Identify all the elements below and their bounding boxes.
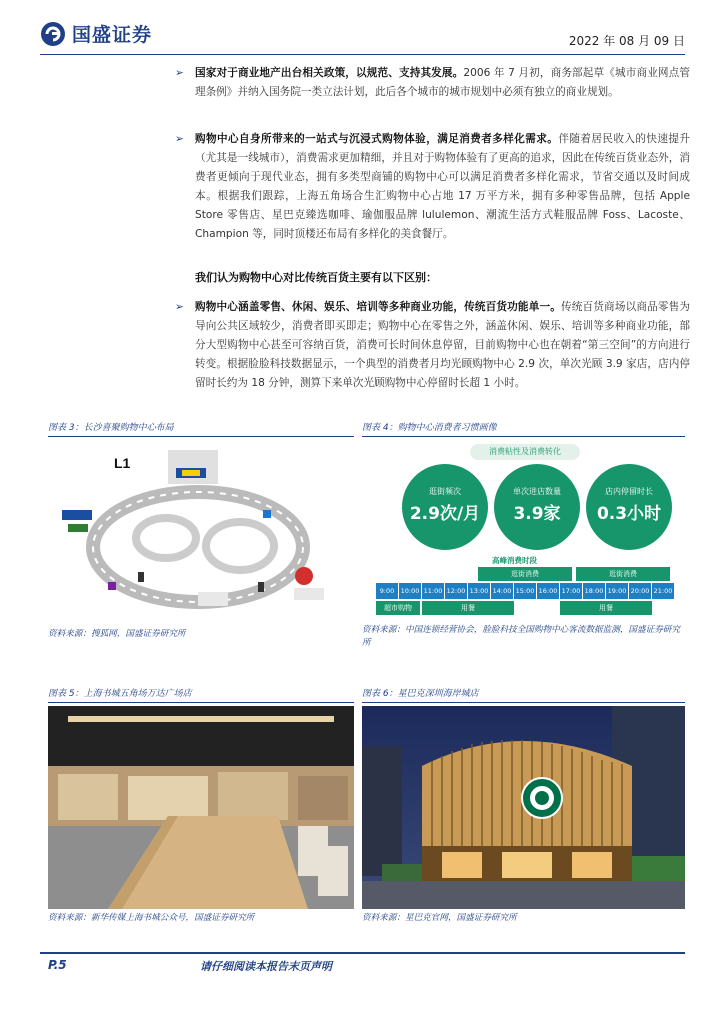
band-dining-2: 用餐 [560, 601, 652, 615]
figure-5-source: 资料来源：新华传媒上海书城公众号，国盛证券研究所 [48, 913, 255, 923]
hour-cell: 19:00 [606, 583, 629, 599]
footer-divider [40, 952, 685, 954]
hour-timeline [376, 583, 675, 599]
figure-3-source: 资料来源：搜狐网，国盛证券研究所 [48, 629, 186, 639]
paragraph-3-text: 传统百货商场以商品零售为导向公共区域较少，消费者即买即走；购物中心在零售之外，涵盖休闲、娱乐、培训等多种商业功能，部分大型购物中心甚至可容纳百货，消费可长时间休息停留，目前购物中心也在朝着“第三空间”的方向进行转变。根据脸脸科技数据显示，一个典型的消费者月均光顾购物中心 2.9 次，单次光顾 3.9 家店，店内停留时长约为 18 分钟，测算下来单次光顾购物中心停留时长超 1 小时。 [195, 301, 691, 389]
bubble-frequency [402, 464, 488, 550]
figure-4-title: 图表 4：购物中心消费者习惯画像 [362, 420, 685, 437]
floor-label: L1 [114, 455, 131, 471]
figure-4-source: 资料来源：中国连锁经营协会，脸脸科技全国购物中心客流数据监测，国盛证券研究所 [362, 625, 680, 648]
section-heading: 我们认为购物中心对比传统百货主要有以下区别： [195, 271, 437, 284]
paragraph-1 [175, 64, 691, 102]
company-logo [40, 20, 152, 47]
figure-6-source: 资料来源：星巴克官网，国盛证券研究所 [362, 913, 517, 923]
bubble-duration [586, 464, 672, 550]
hour-cell: 17:00 [560, 583, 583, 599]
bubble-label: 单次进店数量 [513, 487, 561, 496]
paragraph-1-bold: 国家对于商业地产出台相关政策，以规范、支持其发展。 [195, 67, 464, 79]
bubble-value: 3.9家 [513, 504, 561, 524]
hour-cell: 10:00 [399, 583, 422, 599]
bubble-value: 2.9次/月 [409, 504, 481, 524]
band-supermarket: 超市购物 [376, 601, 420, 615]
bubble-value: 0.3小时 [596, 504, 662, 524]
bullet-arrow-icon: ➢ [175, 301, 184, 313]
figure-3-floor-plan [48, 442, 354, 620]
infographic-banner: 消费粘性及消费转化 [470, 444, 580, 460]
hour-cell: 12:00 [445, 583, 468, 599]
hour-cell: 9:00 [376, 583, 399, 599]
hour-cell: 15:00 [514, 583, 537, 599]
figure-4-infographic [362, 442, 685, 620]
hour-cell: 13:00 [468, 583, 491, 599]
figure-6-starbucks-photo [362, 706, 685, 909]
band-shopping-1: 逛街消费 [478, 567, 572, 581]
paragraph-1-text: 2006 年 7 月初，商务部起草《城市商业网点管理条例》并纳入国务院一类立法计划，此后各个城市的城市规划中必须有独立的商业规划。 [195, 67, 691, 98]
paragraph-2-bold: 购物中心自身所带来的一站式与沉浸式购物体验，满足消费者多样化需求。 [195, 133, 559, 145]
hour-cell: 18:00 [583, 583, 606, 599]
figure-3-title: 图表 3：长沙喜聚购物中心布局 [48, 420, 354, 437]
hour-cell: 14:00 [491, 583, 514, 599]
bullet-arrow-icon: ➢ [175, 133, 184, 145]
hour-cell: 20:00 [629, 583, 652, 599]
bubble-label: 逛街频次 [429, 487, 461, 496]
paragraph-3-bold: 购物中心涵盖零售、休闲、娱乐、培训等多种商业功能，传统百货功能单一。 [195, 301, 561, 313]
paragraph-2 [175, 130, 691, 244]
band-dining-1: 用餐 [422, 601, 514, 615]
page-number: P.5 [48, 958, 67, 972]
band-shopping-2: 逛街消费 [576, 567, 670, 581]
figure-5-bookstore-photo [48, 706, 354, 909]
hour-cell: 11:00 [422, 583, 445, 599]
hour-cell: 16:00 [537, 583, 560, 599]
peak-label: 高峰消费时段 [492, 556, 537, 565]
logo-text: 国盛证券 [72, 24, 153, 46]
bullet-arrow-icon: ➢ [175, 67, 184, 79]
logo-icon [40, 21, 66, 47]
figure-5-title: 图表 5：上海书城五角场万达广场店 [48, 686, 354, 703]
report-date: 2022 年 08 月 09 日 [568, 34, 685, 48]
footer-disclaimer: 请仔细阅读本报告末页声明 [200, 960, 332, 973]
paragraph-2-text: 伴随着居民收入的快速提升（尤其是一线城市），消费需求更加精细，并且对于购物体验有了更高的追求，因此在传统百货业态外，消费者更倾向于现代业态，拥有多类型商铺的购物中心可以满足消费者多样化需求，节省交通以及时间成本。根据我们跟踪，上海五角场合生汇购物中心占地 17 万平方米，拥有多种零售品牌，包括 Apple Store 零售店、星巴克臻选咖啡、瑜伽服品牌 lululemon、潮流生活方式鞋服品牌 Foss、Lacoste、Champion 等，同时顶楼还布局有多样化的美食餐厅。 [195, 133, 691, 240]
bubble-stores [494, 464, 580, 550]
paragraph-3 [175, 298, 691, 393]
hour-cell: 21:00 [652, 583, 675, 599]
page-header [40, 20, 685, 55]
figure-6-title: 图表 6：星巴克深圳海岸城店 [362, 686, 685, 703]
bubble-label: 店内停留时长 [605, 487, 653, 496]
